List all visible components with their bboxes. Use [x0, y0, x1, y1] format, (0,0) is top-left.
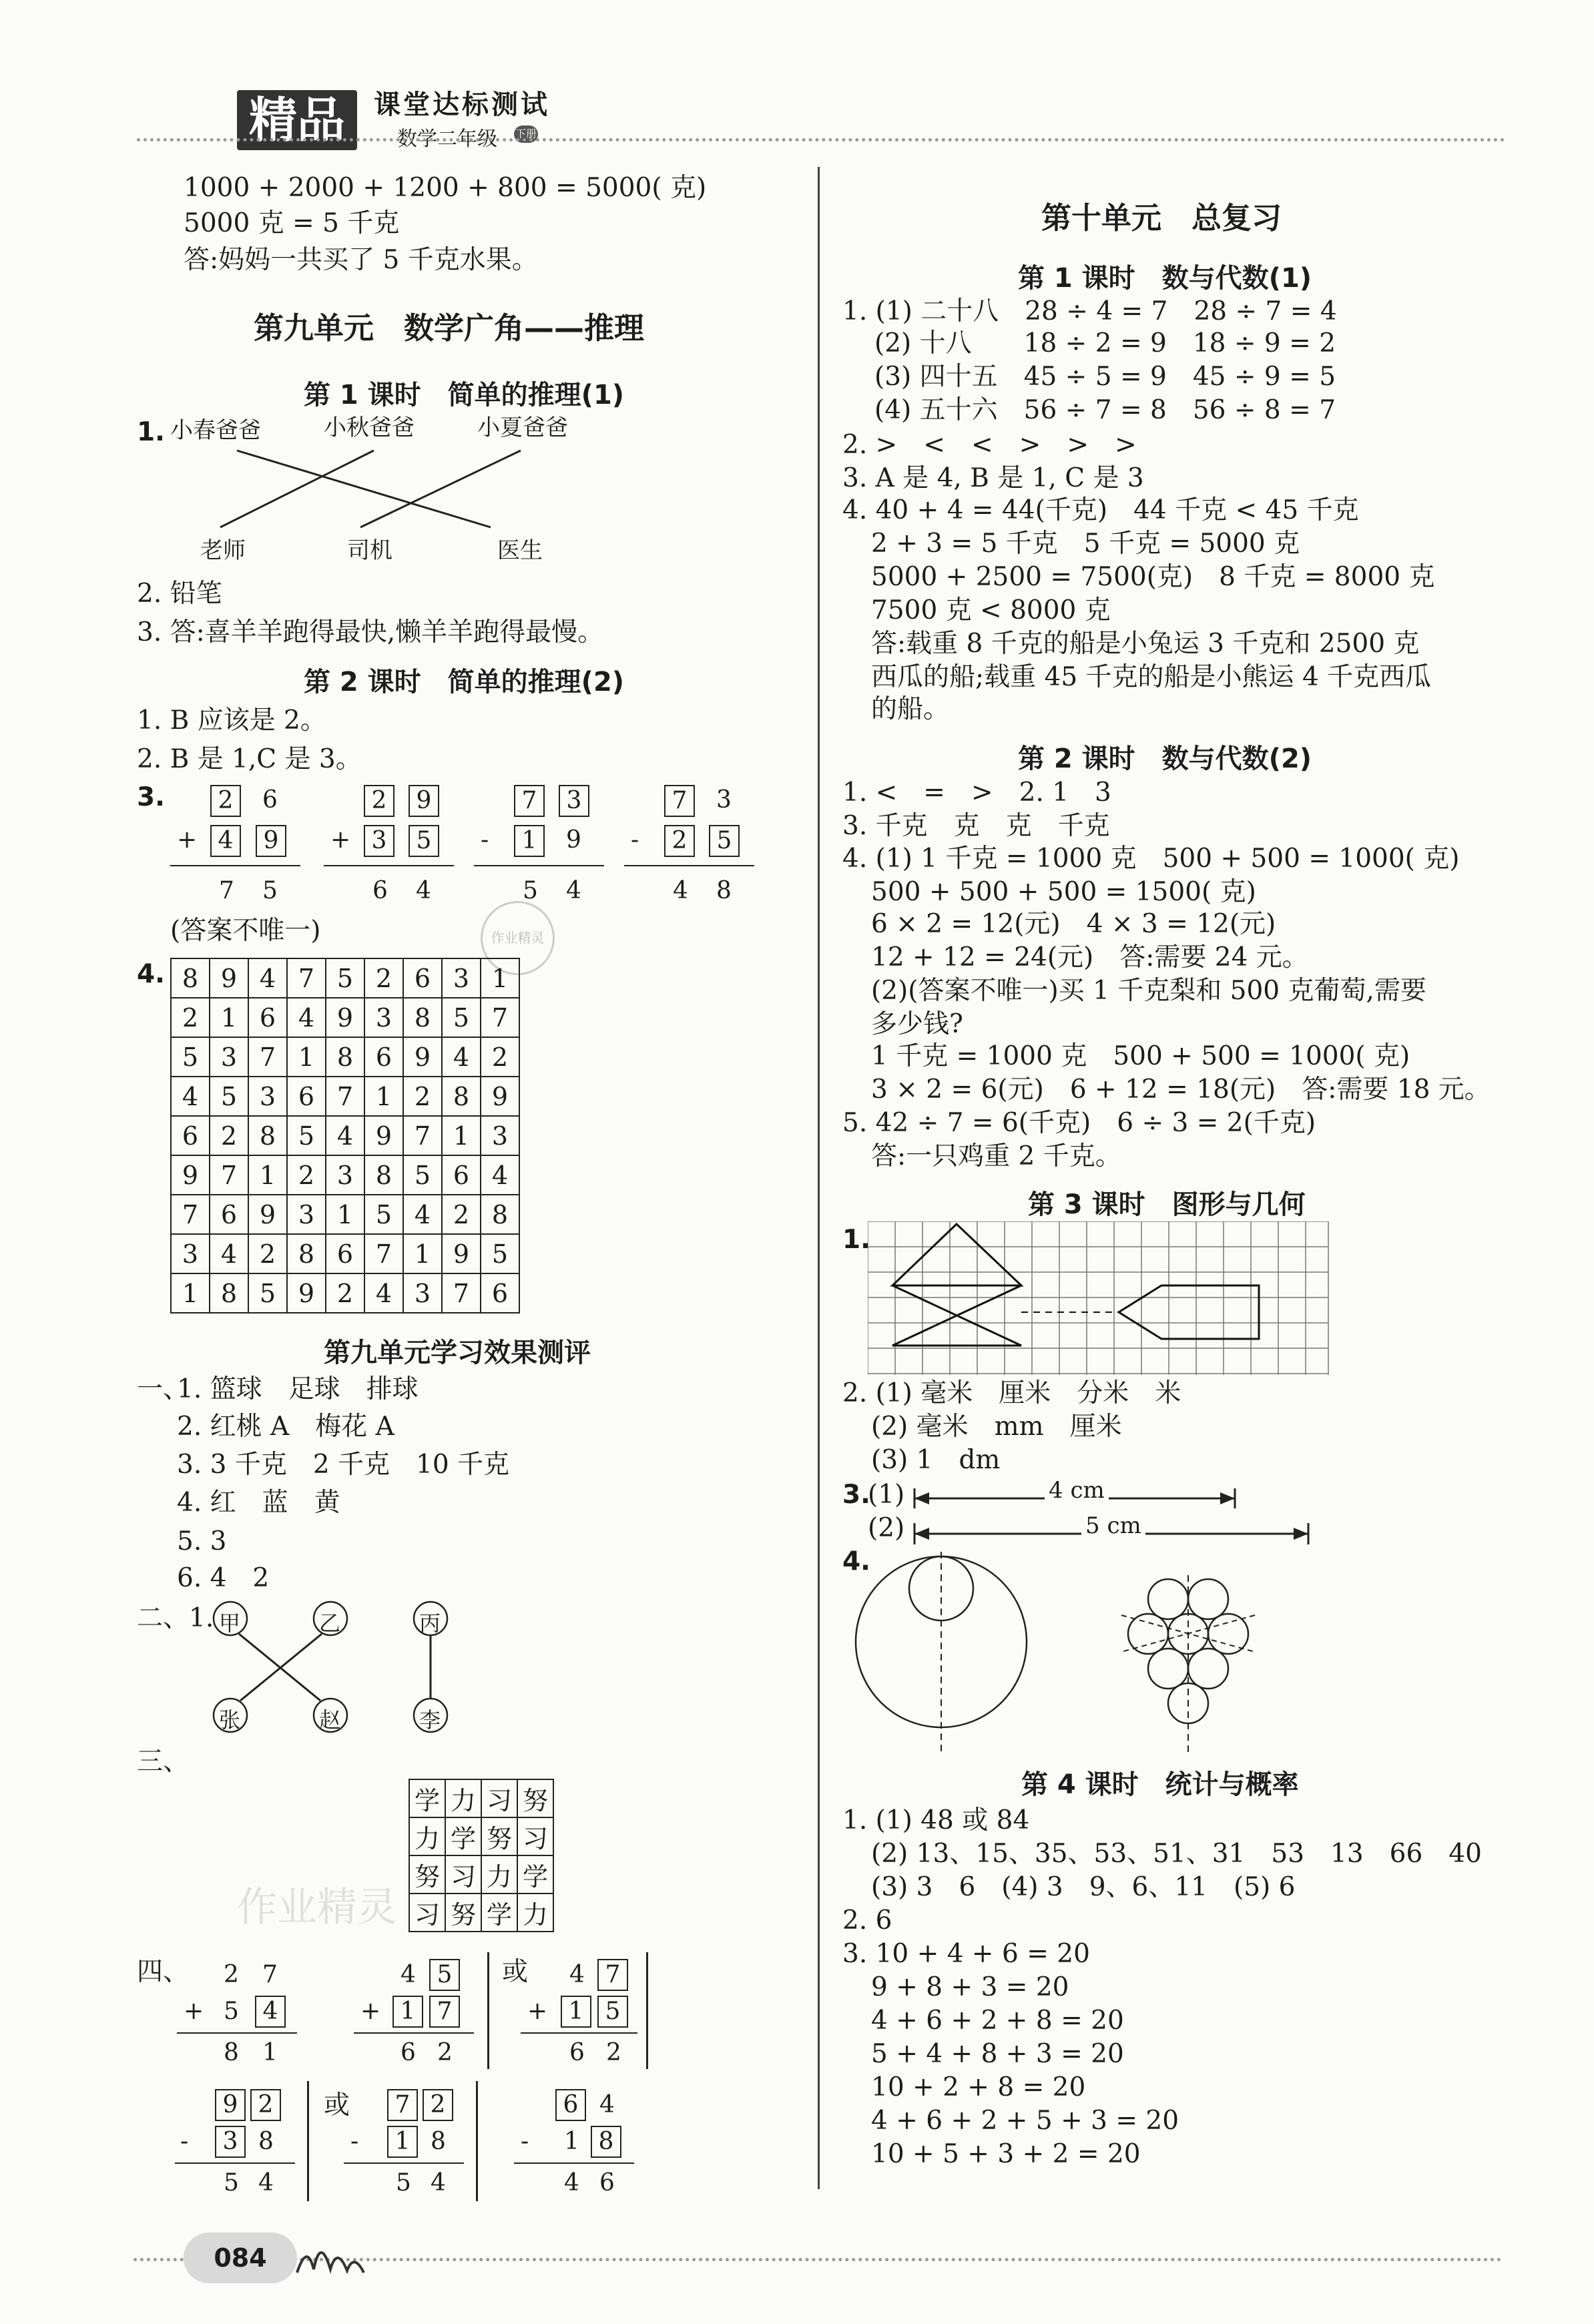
operator: - — [481, 826, 489, 854]
question-label: 3. — [842, 1480, 870, 1510]
answer-line: 1 千克 = 1000 克 500 + 500 = 1000( 克) — [871, 1041, 1410, 1071]
sudoku-cell: 6 — [364, 1037, 403, 1077]
sudoku-cell: 8 — [481, 1195, 519, 1234]
sudoku-cell: 3 — [403, 1273, 442, 1313]
word-cell: 力 — [517, 1894, 553, 1932]
sudoku-cell: 2 — [481, 1037, 519, 1077]
eval-title: 第九单元学习效果测评 — [324, 1338, 591, 1368]
sudoku-cell: 2 — [248, 1234, 287, 1273]
word-cell: 学 — [481, 1894, 517, 1932]
answer-line: 2. 铅笔 — [137, 579, 222, 609]
answer-line: 4 + 6 + 2 + 5 + 3 = 20 — [871, 2106, 1179, 2136]
sudoku-cell: 3 — [481, 1116, 519, 1155]
answer-line: 4 + 6 + 2 + 8 = 20 — [871, 2006, 1124, 2036]
operator: - — [180, 2128, 189, 2155]
digit-box: 1 — [392, 1996, 423, 2028]
answer-line: (2) 十八 18 ÷ 2 = 9 18 ÷ 9 = 2 — [874, 328, 1336, 358]
digit: 4 — [566, 877, 581, 904]
sub-label: (2) — [868, 1513, 905, 1543]
lesson-title: 第 1 课时 数与代数(1) — [1018, 263, 1312, 294]
digit: 4 — [569, 1961, 585, 1988]
sudoku-cell: 4 — [442, 1037, 481, 1077]
sum-line — [175, 2162, 295, 2164]
eval-item: 2. 红桃 A 梅花 A — [177, 1412, 394, 1442]
digit: 4 — [401, 1961, 416, 1988]
sudoku-cell: 8 — [210, 1273, 248, 1313]
answer-line: 2. (1) 毫米 厘米 分米 米 — [842, 1378, 1181, 1408]
digit: 7 — [219, 877, 234, 904]
digit: 4 — [416, 877, 431, 904]
or-label: 或 — [502, 1957, 529, 1987]
column-divider — [818, 167, 820, 2189]
eval-item: 4. 红 蓝 黄 — [177, 1488, 340, 1518]
sudoku-cell: 4 — [481, 1155, 519, 1195]
digit-box: 7 — [664, 785, 695, 817]
answer-line: 的船。 — [871, 694, 950, 724]
sudoku-cell: 1 — [481, 958, 519, 998]
lesson-title: 第 3 课时 图形与几何 — [1028, 1189, 1306, 1220]
sudoku-cell: 4 — [171, 1077, 210, 1116]
digit: 1 — [564, 2128, 579, 2155]
or-label: 或 — [324, 2090, 350, 2120]
sudoku-cell: 6 — [403, 958, 442, 998]
lesson-title: 第 2 课时 简单的推理(2) — [304, 667, 625, 697]
answer-line: 3. 10 + 4 + 6 = 20 — [842, 1939, 1090, 1969]
sudoku-cell: 7 — [210, 1155, 248, 1195]
word-cell: 习 — [481, 1779, 517, 1817]
sudoku-cell: 2 — [403, 1077, 442, 1116]
digit: 4 — [258, 2169, 274, 2197]
sudoku-cell: 9 — [248, 1195, 287, 1234]
sudoku-cell: 5 — [481, 1234, 519, 1273]
sudoku-cell: 1 — [442, 1116, 481, 1155]
answer-line: 3. A 是 4, B 是 1, C 是 3 — [842, 463, 1144, 493]
sudoku-cell: 2 — [326, 1273, 364, 1313]
digit: 4 — [673, 877, 688, 904]
sudoku-cell: 6 — [287, 1077, 326, 1116]
word-cell: 努 — [445, 1894, 481, 1932]
sub-label: (1) — [868, 1480, 905, 1510]
answer-line: 5000 + 2500 = 7500(克) 8 千克 = 8000 克 — [871, 562, 1435, 592]
digit: 6 — [569, 2039, 585, 2066]
eval-item: 6. 4 2 — [177, 1563, 270, 1593]
answer-line: 5. 42 ÷ 7 = 6(千克) 6 ÷ 3 = 2(千克) — [842, 1108, 1316, 1138]
sudoku-cell: 8 — [364, 1155, 403, 1195]
sudoku-cell: 8 — [287, 1234, 326, 1273]
answer-line: 1. B 应该是 2。 — [137, 705, 326, 736]
sudoku-cell: 7 — [248, 1037, 287, 1077]
match-top-label: 小春爸爸 — [170, 417, 261, 444]
sudoku-cell: 3 — [287, 1195, 326, 1234]
digit: 4 — [564, 2169, 579, 2197]
answer-line: 3. 千克 克 克 千克 — [842, 811, 1110, 841]
word-cell: 学 — [445, 1817, 481, 1855]
answer-line: 2. 6 — [842, 1906, 892, 1936]
sum-line — [354, 2032, 474, 2034]
digit-box: 3 — [364, 825, 394, 857]
sudoku-cell: 9 — [481, 1077, 519, 1116]
digit-box: 5 — [409, 825, 439, 857]
digit-box: 2 — [423, 2089, 453, 2121]
sudoku-cell: 1 — [364, 1077, 403, 1116]
sudoku-cell: 8 — [248, 1116, 287, 1155]
word-cell: 力 — [409, 1817, 445, 1855]
answer-line: 答:一只鸡重 2 千克。 — [871, 1141, 1121, 1171]
sum-line — [521, 2032, 637, 2034]
answer-line: (4) 五十六 56 ÷ 7 = 8 56 ÷ 8 = 7 — [874, 395, 1336, 425]
digit-box: 6 — [555, 2089, 586, 2121]
word-cell: 习 — [409, 1894, 445, 1932]
digit: 8 — [431, 2128, 446, 2155]
digit-box: 5 — [597, 1996, 628, 2028]
digit: 8 — [258, 2128, 274, 2155]
digit-box: 2 — [210, 785, 241, 817]
circle-label: 乙 — [319, 1611, 341, 1636]
sudoku-cell: 7 — [287, 958, 326, 998]
question-label: 4. — [137, 959, 165, 989]
sudoku-cell: 9 — [442, 1234, 481, 1273]
sum-line — [177, 2032, 297, 2034]
digit-box: 4 — [210, 825, 241, 857]
sudoku-cell: 3 — [210, 1037, 248, 1077]
grid-figure — [868, 1221, 1335, 1378]
digit: 7 — [262, 1961, 278, 1988]
operator: + — [184, 1998, 204, 2025]
digit-box: 9 — [409, 785, 439, 817]
digit-box: 5 — [429, 1959, 460, 1991]
eval-item: 1. 篮球 足球 排球 — [177, 1374, 419, 1404]
unit9-title: 第九单元 数学广角——推理 — [254, 310, 645, 346]
sudoku-cell: 6 — [481, 1273, 519, 1313]
digit-box: 9 — [256, 825, 286, 857]
match-bottom-label: 老师 — [200, 537, 246, 564]
digit-box: 1 — [514, 825, 545, 857]
operator: - — [350, 2128, 359, 2155]
circle-label: 赵 — [319, 1707, 341, 1733]
operator: - — [631, 826, 639, 854]
digit: 5 — [523, 877, 538, 904]
digit: 4 — [431, 2169, 446, 2197]
sudoku-cell: 7 — [403, 1116, 442, 1155]
digit: 3 — [716, 786, 732, 814]
part-label: 二、1. — [137, 1603, 214, 1633]
sum-line — [344, 2162, 464, 2164]
lesson-title: 第 1 课时 简单的推理(1) — [304, 380, 625, 410]
digit-box: 7 — [514, 785, 545, 817]
eval-item: 5. 3 — [177, 1526, 227, 1556]
word-cell: 努 — [409, 1855, 445, 1894]
page-number: 084 — [184, 2233, 297, 2283]
sudoku-cell: 5 — [442, 998, 481, 1037]
answer-line: 12 + 12 = 24(元) 答:需要 24 元。 — [871, 942, 1308, 972]
answer-line: 3. 答:喜羊羊跑得最快,懒羊羊跑得最慢。 — [137, 617, 604, 647]
header-title: 课堂达标测试 — [374, 89, 550, 120]
sudoku-cell: 7 — [171, 1195, 210, 1234]
digit-box: 2 — [250, 2089, 281, 2121]
match-top-label: 小秋爸爸 — [324, 414, 415, 441]
answer-line: 2. B 是 1,C 是 3。 — [137, 744, 362, 774]
word-cell: 努 — [481, 1817, 517, 1855]
circle-figures — [854, 1535, 1322, 1762]
digit: 2 — [437, 2039, 453, 2066]
digit-box: 2 — [364, 785, 394, 817]
sudoku-cell: 5 — [326, 958, 364, 998]
intro-line: 1000 + 2000 + 1200 + 800 = 5000( 克) — [184, 173, 707, 203]
unit10-title: 第十单元 总复习 — [1041, 200, 1282, 236]
sudoku-cell: 6 — [326, 1234, 364, 1273]
answer-line: 7500 克 < 8000 克 — [871, 595, 1111, 625]
digit: 8 — [224, 2039, 239, 2066]
digit: 2 — [224, 1961, 239, 1988]
answer-line: 10 + 2 + 8 = 20 — [871, 2072, 1086, 2102]
part-label: 四、 — [137, 1957, 190, 1987]
sudoku-cell: 4 — [210, 1234, 248, 1273]
operator: + — [177, 826, 198, 854]
part-label: 三、 — [137, 1747, 190, 1777]
answer-line: 3 × 2 = 6(元) 6 + 12 = 18(元) 答:需要 18 元。 — [871, 1075, 1491, 1105]
digit: 6 — [372, 877, 388, 904]
sudoku-cell: 3 — [442, 958, 481, 998]
sudoku-cell: 5 — [248, 1273, 287, 1313]
sudoku-cell: 7 — [442, 1273, 481, 1313]
sudoku-cell: 1 — [171, 1273, 210, 1313]
sudoku-cell: 4 — [364, 1273, 403, 1313]
sudoku-cell: 1 — [287, 1037, 326, 1077]
sudoku-cell: 6 — [442, 1155, 481, 1195]
sudoku-cell: 4 — [326, 1116, 364, 1155]
digit: 4 — [599, 2091, 615, 2118]
sudoku-cell: 9 — [287, 1273, 326, 1313]
digit: 1 — [262, 2039, 278, 2066]
watermark: 作业精灵 — [237, 1884, 397, 1931]
word-cell: 力 — [481, 1855, 517, 1894]
circle-label: 张 — [219, 1707, 241, 1733]
digit: 5 — [396, 2169, 411, 2197]
sudoku-cell: 8 — [403, 998, 442, 1037]
header-subtitle: 数学二年级 — [397, 127, 497, 151]
word-cell: 学 — [517, 1855, 553, 1894]
digit-box: 8 — [591, 2126, 621, 2158]
sudoku-cell: 4 — [403, 1195, 442, 1234]
answer-line: 2 + 3 = 5 千克 5 千克 = 5000 克 — [871, 529, 1300, 559]
answer-line: 答:载重 8 千克的船是小兔运 3 千克和 2500 克 — [871, 629, 1420, 659]
answer-line: 1. (1) 48 或 84 — [842, 1805, 1030, 1835]
sudoku-cell: 9 — [403, 1037, 442, 1077]
sudoku-cell: 2 — [442, 1195, 481, 1234]
circle-label: 甲 — [219, 1611, 241, 1636]
sudoku-cell: 8 — [171, 958, 210, 998]
sudoku-cell: 5 — [403, 1155, 442, 1195]
sudoku-cell: 1 — [248, 1155, 287, 1195]
sudoku-cell: 5 — [171, 1037, 210, 1077]
match-bottom-label: 医生 — [497, 537, 543, 564]
sudoku-cell: 6 — [210, 1195, 248, 1234]
eval-item: 3. 3 千克 2 千克 10 千克 — [177, 1450, 510, 1480]
match-top-label: 小夏爸爸 — [477, 414, 568, 441]
answer-line: 5 + 4 + 8 + 3 = 20 — [871, 2039, 1124, 2069]
sudoku-cell: 8 — [442, 1077, 481, 1116]
sudoku-cell: 3 — [248, 1077, 287, 1116]
digit-box: 1 — [387, 2126, 418, 2158]
question-label: 3. — [137, 782, 165, 812]
digit-box: 2 — [664, 825, 695, 857]
sudoku-cell: 4 — [248, 958, 287, 998]
digit-box: 9 — [215, 2089, 246, 2121]
answer-line: 4. 40 + 4 = 44(千克) 44 千克 < 45 千克 — [842, 495, 1359, 525]
sudoku-cell: 6 — [171, 1116, 210, 1155]
part-label: 一、 — [137, 1374, 190, 1404]
digit: 6 — [262, 786, 278, 814]
sudoku-cell: 9 — [210, 958, 248, 998]
sudoku-cell: 7 — [364, 1234, 403, 1273]
answer-line: (2) 13、15、35、53、51、31 53 13 66 40 — [871, 1839, 1482, 1869]
sudoku-cell: 2 — [171, 998, 210, 1037]
sudoku-cell: 4 — [287, 998, 326, 1037]
digit: 6 — [401, 2039, 416, 2066]
answer-line: (2) 毫米 mm 厘米 — [871, 1412, 1122, 1442]
sudoku-cell: 5 — [287, 1116, 326, 1155]
word-cell: 习 — [445, 1855, 481, 1894]
operator: + — [360, 1998, 381, 2025]
sudoku-cell: 2 — [364, 958, 403, 998]
answer-line: 1. < = > 2. 1 3 — [842, 778, 1111, 808]
answer-line: 2. > < < > > > — [842, 430, 1137, 460]
lesson-title: 第 2 课时 数与代数(2) — [1018, 744, 1312, 774]
sudoku-cell: 9 — [171, 1155, 210, 1195]
length-label: 4 cm — [1045, 1477, 1109, 1504]
lesson-title: 第 4 课时 统计与概率 — [1021, 1769, 1299, 1800]
word-cell: 习 — [517, 1817, 553, 1855]
digit: 5 — [224, 2169, 239, 2197]
digit-box: 5 — [709, 825, 740, 857]
answer-line: (3) 3 6 (4) 3 9、6、11 (5) 6 — [871, 1872, 1296, 1902]
digit: 2 — [606, 2039, 621, 2066]
word-cell: 力 — [445, 1779, 481, 1817]
intro-line: 5000 克 = 5 千克 — [184, 208, 400, 238]
digit-box: 3 — [559, 785, 589, 817]
sudoku-cell: 1 — [403, 1234, 442, 1273]
operator: - — [521, 2128, 529, 2155]
intro-line: 答:妈妈一共买了 5 千克水果。 — [184, 245, 538, 275]
sudoku-cell: 9 — [326, 998, 364, 1037]
note: (答案不唯一) — [170, 916, 321, 946]
circle-label: 李 — [419, 1707, 441, 1733]
sudoku-cell: 1 — [210, 998, 248, 1037]
brand-logo: 精品 — [237, 90, 357, 150]
answer-line: 西瓜的船;载重 45 千克的船是小熊运 4 千克西瓜 — [871, 662, 1432, 692]
digit: 8 — [716, 877, 732, 904]
answer-line: 多少钱? — [871, 1009, 963, 1039]
sudoku-cell: 6 — [248, 998, 287, 1037]
digit-box: 7 — [597, 1959, 628, 1991]
answer-line: 4. (1) 1 千克 = 1000 克 500 + 500 = 1000( 克) — [842, 844, 1460, 874]
answer-line: 6 × 2 = 12(元) 4 × 3 = 12(元) — [871, 909, 1276, 939]
digit-box: 7 — [387, 2089, 418, 2121]
sum-line — [514, 2162, 634, 2164]
sudoku-cell: 9 — [364, 1116, 403, 1155]
sudoku-cell: 3 — [364, 998, 403, 1037]
sudoku-cell: 2 — [210, 1116, 248, 1155]
answer-line: (3) 四十五 45 ÷ 5 = 9 45 ÷ 9 = 5 — [874, 362, 1336, 392]
sudoku-cell: 3 — [171, 1234, 210, 1273]
digit-box: 4 — [255, 1996, 286, 2028]
sudoku-cell: 2 — [287, 1155, 326, 1195]
grass-icon — [294, 2223, 367, 2276]
stamp: 作业精灵 — [481, 901, 555, 975]
answer-line: 1. (1) 二十八 28 ÷ 4 = 7 28 ÷ 7 = 4 — [842, 296, 1337, 326]
digit-box: 1 — [561, 1996, 591, 2028]
sudoku-cell: 7 — [481, 998, 519, 1037]
sudoku-cell: 5 — [210, 1077, 248, 1116]
question-label: 4. — [842, 1546, 870, 1576]
circle-label: 丙 — [419, 1611, 441, 1636]
match-bottom-label: 司机 — [347, 537, 392, 564]
answer-line: (2)(答案不唯一)买 1 千克梨和 500 克葡萄,需要 — [871, 976, 1426, 1006]
answer-line: (3) 1 dm — [871, 1445, 1001, 1475]
word-grid — [409, 1779, 554, 1932]
question-label: 1. — [842, 1225, 870, 1255]
length-label: 5 cm — [1081, 1512, 1145, 1539]
answer-line: 10 + 5 + 3 + 2 = 20 — [871, 2139, 1141, 2169]
sudoku-cell: 5 — [364, 1195, 403, 1234]
answer-line: 500 + 500 + 500 = 1500( 克) — [871, 877, 1256, 907]
sudoku-cell: 7 — [326, 1077, 364, 1116]
operator: + — [330, 826, 351, 854]
digit-box: 3 — [215, 2126, 246, 2158]
answer-line: 9 + 8 + 3 = 20 — [871, 1972, 1069, 2002]
digit: 5 — [262, 877, 278, 904]
sudoku-cell: 1 — [326, 1195, 364, 1234]
word-cell: 努 — [517, 1779, 553, 1817]
sudoku-cell: 3 — [326, 1155, 364, 1195]
digit: 5 — [224, 1998, 239, 2025]
digit-box: 7 — [429, 1996, 460, 2028]
digit: 6 — [599, 2169, 615, 2197]
word-cell: 学 — [409, 1779, 445, 1817]
operator: + — [527, 1998, 548, 2025]
circle-matching — [0, 0, 801, 1802]
grade-badge: 下册 — [514, 125, 538, 143]
question-label: 1. — [137, 417, 165, 447]
sudoku-cell: 8 — [326, 1037, 364, 1077]
digit: 9 — [566, 826, 581, 854]
